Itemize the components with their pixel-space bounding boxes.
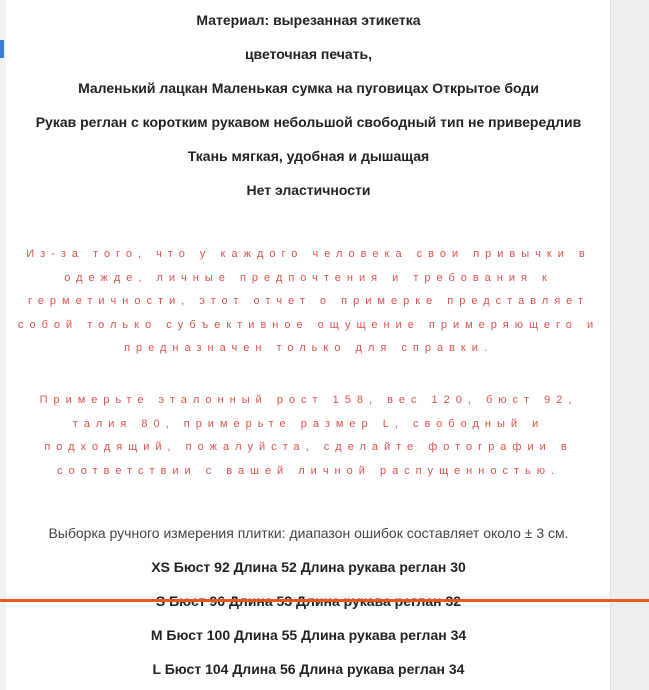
fit-disclaimer: Из-за того, что у каждого человека свои привычки в одежде, личные предпочтения и требования к герметичности, этот отчет о примерке представляет собой только субъективное ощущение примеряющего и предназначен только для справки. [17, 248, 600, 354]
spec-material: Материал: вырезанная этикетка [196, 12, 421, 28]
orange-strike-line [0, 599, 649, 602]
size-row-l: L Бюст 104 Длина 56 Длина рукава реглан 34 [152, 661, 465, 677]
spec-sleeve: Рукав реглан с коротким рукавом небольшой свободный тип не привередлив [35, 114, 582, 130]
size-row-m: M Бюст 100 Длина 55 Длина рукава реглан 34 [150, 627, 467, 643]
measurement-note: Выборка ручного измерения плитки: диапазон ошибок составляет около ± 3 см. [48, 525, 569, 541]
right-panel-strip [610, 0, 649, 690]
spec-details: Маленький лацкан Маленькая сумка на пуговицах Открытое боди [78, 80, 539, 96]
product-description [6, 0, 611, 690]
spec-elasticity: Нет эластичности [246, 182, 371, 198]
spec-print: цветочная печать, [244, 46, 373, 62]
spec-fabric: Ткань мягкая, удобная и дышащая [187, 148, 430, 164]
left-accent-marker [0, 40, 4, 58]
model-fit-info: Примерьте эталонный рост 158, вес 120, бюст 92, талия 80, примерьте размер L, свободный и подходящий, пожалуйста, сделайте фотографии в соответствии с вашей личной распущенностью. [39, 394, 578, 477]
size-row-xs: XS Бюст 92 Длина 52 Длина рукава реглан 30 [151, 559, 466, 575]
